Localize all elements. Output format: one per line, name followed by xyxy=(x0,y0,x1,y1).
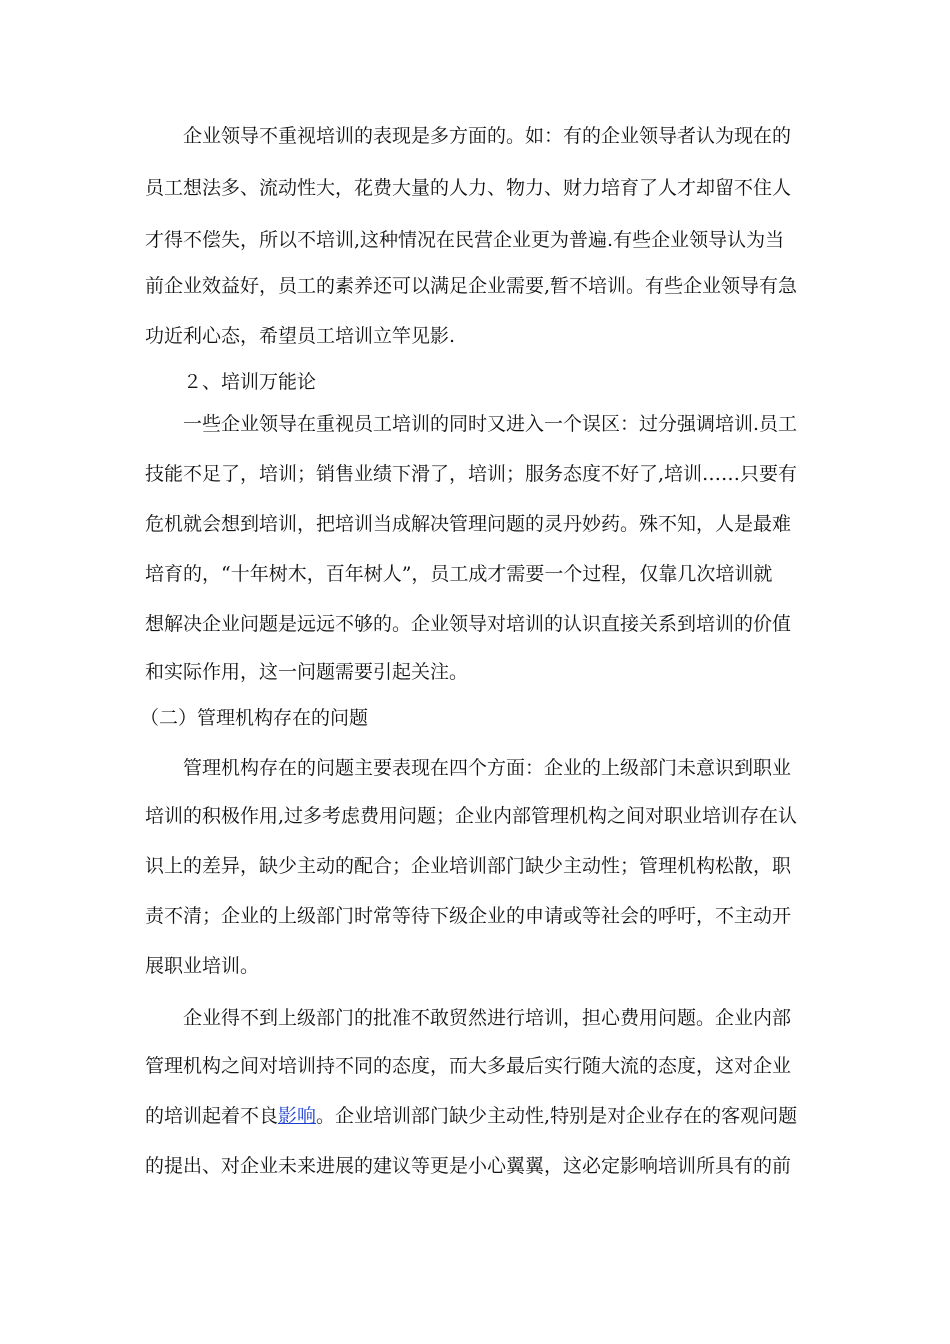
paragraph-1-line-1: 企业领导不重视培训的表现是多方面的。如：有的企业领导者认为现在的 xyxy=(183,125,792,147)
paragraph-2-line-3: 危机就会想到培训，把培训当成解决管理问题的灵丹妙药。殊不知，人是最难 xyxy=(145,513,792,535)
paragraph-2-line-1: 一些企业领导在重视员工培训的同时又进入一个误区：过分强调培训.员工 xyxy=(183,413,798,435)
paragraph-3-line-1: 管理机构存在的问题主要表现在四个方面：企业的上级部门未意识到职业 xyxy=(183,757,792,779)
paragraph-1-line-4: 前企业效益好，员工的素养还可以满足企业需要,暂不培训。有些企业领导有急 xyxy=(145,275,798,297)
paragraph-4-line-2: 管理机构之间对培训持不同的态度，而大多最后实行随大流的态度，这对企业 xyxy=(145,1055,792,1077)
paragraph-2-line-5: 想解决企业问题是远远不够的。企业领导对培训的认识直接关系到培训的价值 xyxy=(145,613,792,635)
paragraph-1-line-5: 功近利心态，希望员工培训立竿见影. xyxy=(145,325,456,347)
influence-link[interactable]: 影响 xyxy=(278,1105,317,1127)
section-heading-management-issues: （二）管理机构存在的问题 xyxy=(140,707,369,729)
paragraph-4-line-3-text-before: 的培训起着不良 xyxy=(145,1105,279,1127)
paragraph-1-line-3: 才得不偿失，所以不培训,这种情况在民营企业更为普遍.有些企业领导认为当 xyxy=(145,229,785,251)
paragraph-3-line-4: 责不清；企业的上级部门时常等待下级企业的申请或等社会的呼吁，不主动开 xyxy=(145,905,792,927)
paragraph-2-line-6: 和实际作用，这一问题需要引起关注。 xyxy=(145,661,469,683)
paragraph-2-line-4: 培育的，“十年树木，百年树人”，员工成才需要一个过程，仅靠几次培训就 xyxy=(145,563,773,585)
paragraph-3-line-2: 培训的积极作用,过多考虑费用问题；企业内部管理机构之间对职业培训存在认 xyxy=(145,805,798,827)
paragraph-1-line-2: 员工想法多、流动性大，花费大量的人力、物力、财力培育了人才却留不住人 xyxy=(145,177,792,199)
subheading-training-panacea: ２、培训万能论 xyxy=(183,371,317,393)
paragraph-4-line-1: 企业得不到上级部门的批准不敢贸然进行培训，担心费用问题。企业内部 xyxy=(183,1007,792,1029)
paragraph-3-line-3: 识上的差异，缺少主动的配合；企业培训部门缺少主动性；管理机构松散，职 xyxy=(145,855,792,877)
paragraph-2-line-2: 技能不足了，培训；销售业绩下滑了，培训；服务态度不好了,培训……只要有 xyxy=(145,463,798,485)
paragraph-4-line-4: 的提出、对企业未来进展的建议等更是小心翼翼，这必定影响培训所具有的前 xyxy=(145,1155,792,1177)
paragraph-4-line-3 xyxy=(145,1102,807,1130)
paragraph-4-line-3-text-after: 。企业培训部门缺少主动性,特别是对企业存在的客观问题 xyxy=(316,1105,798,1127)
paragraph-3-line-5: 展职业培训。 xyxy=(145,955,260,977)
